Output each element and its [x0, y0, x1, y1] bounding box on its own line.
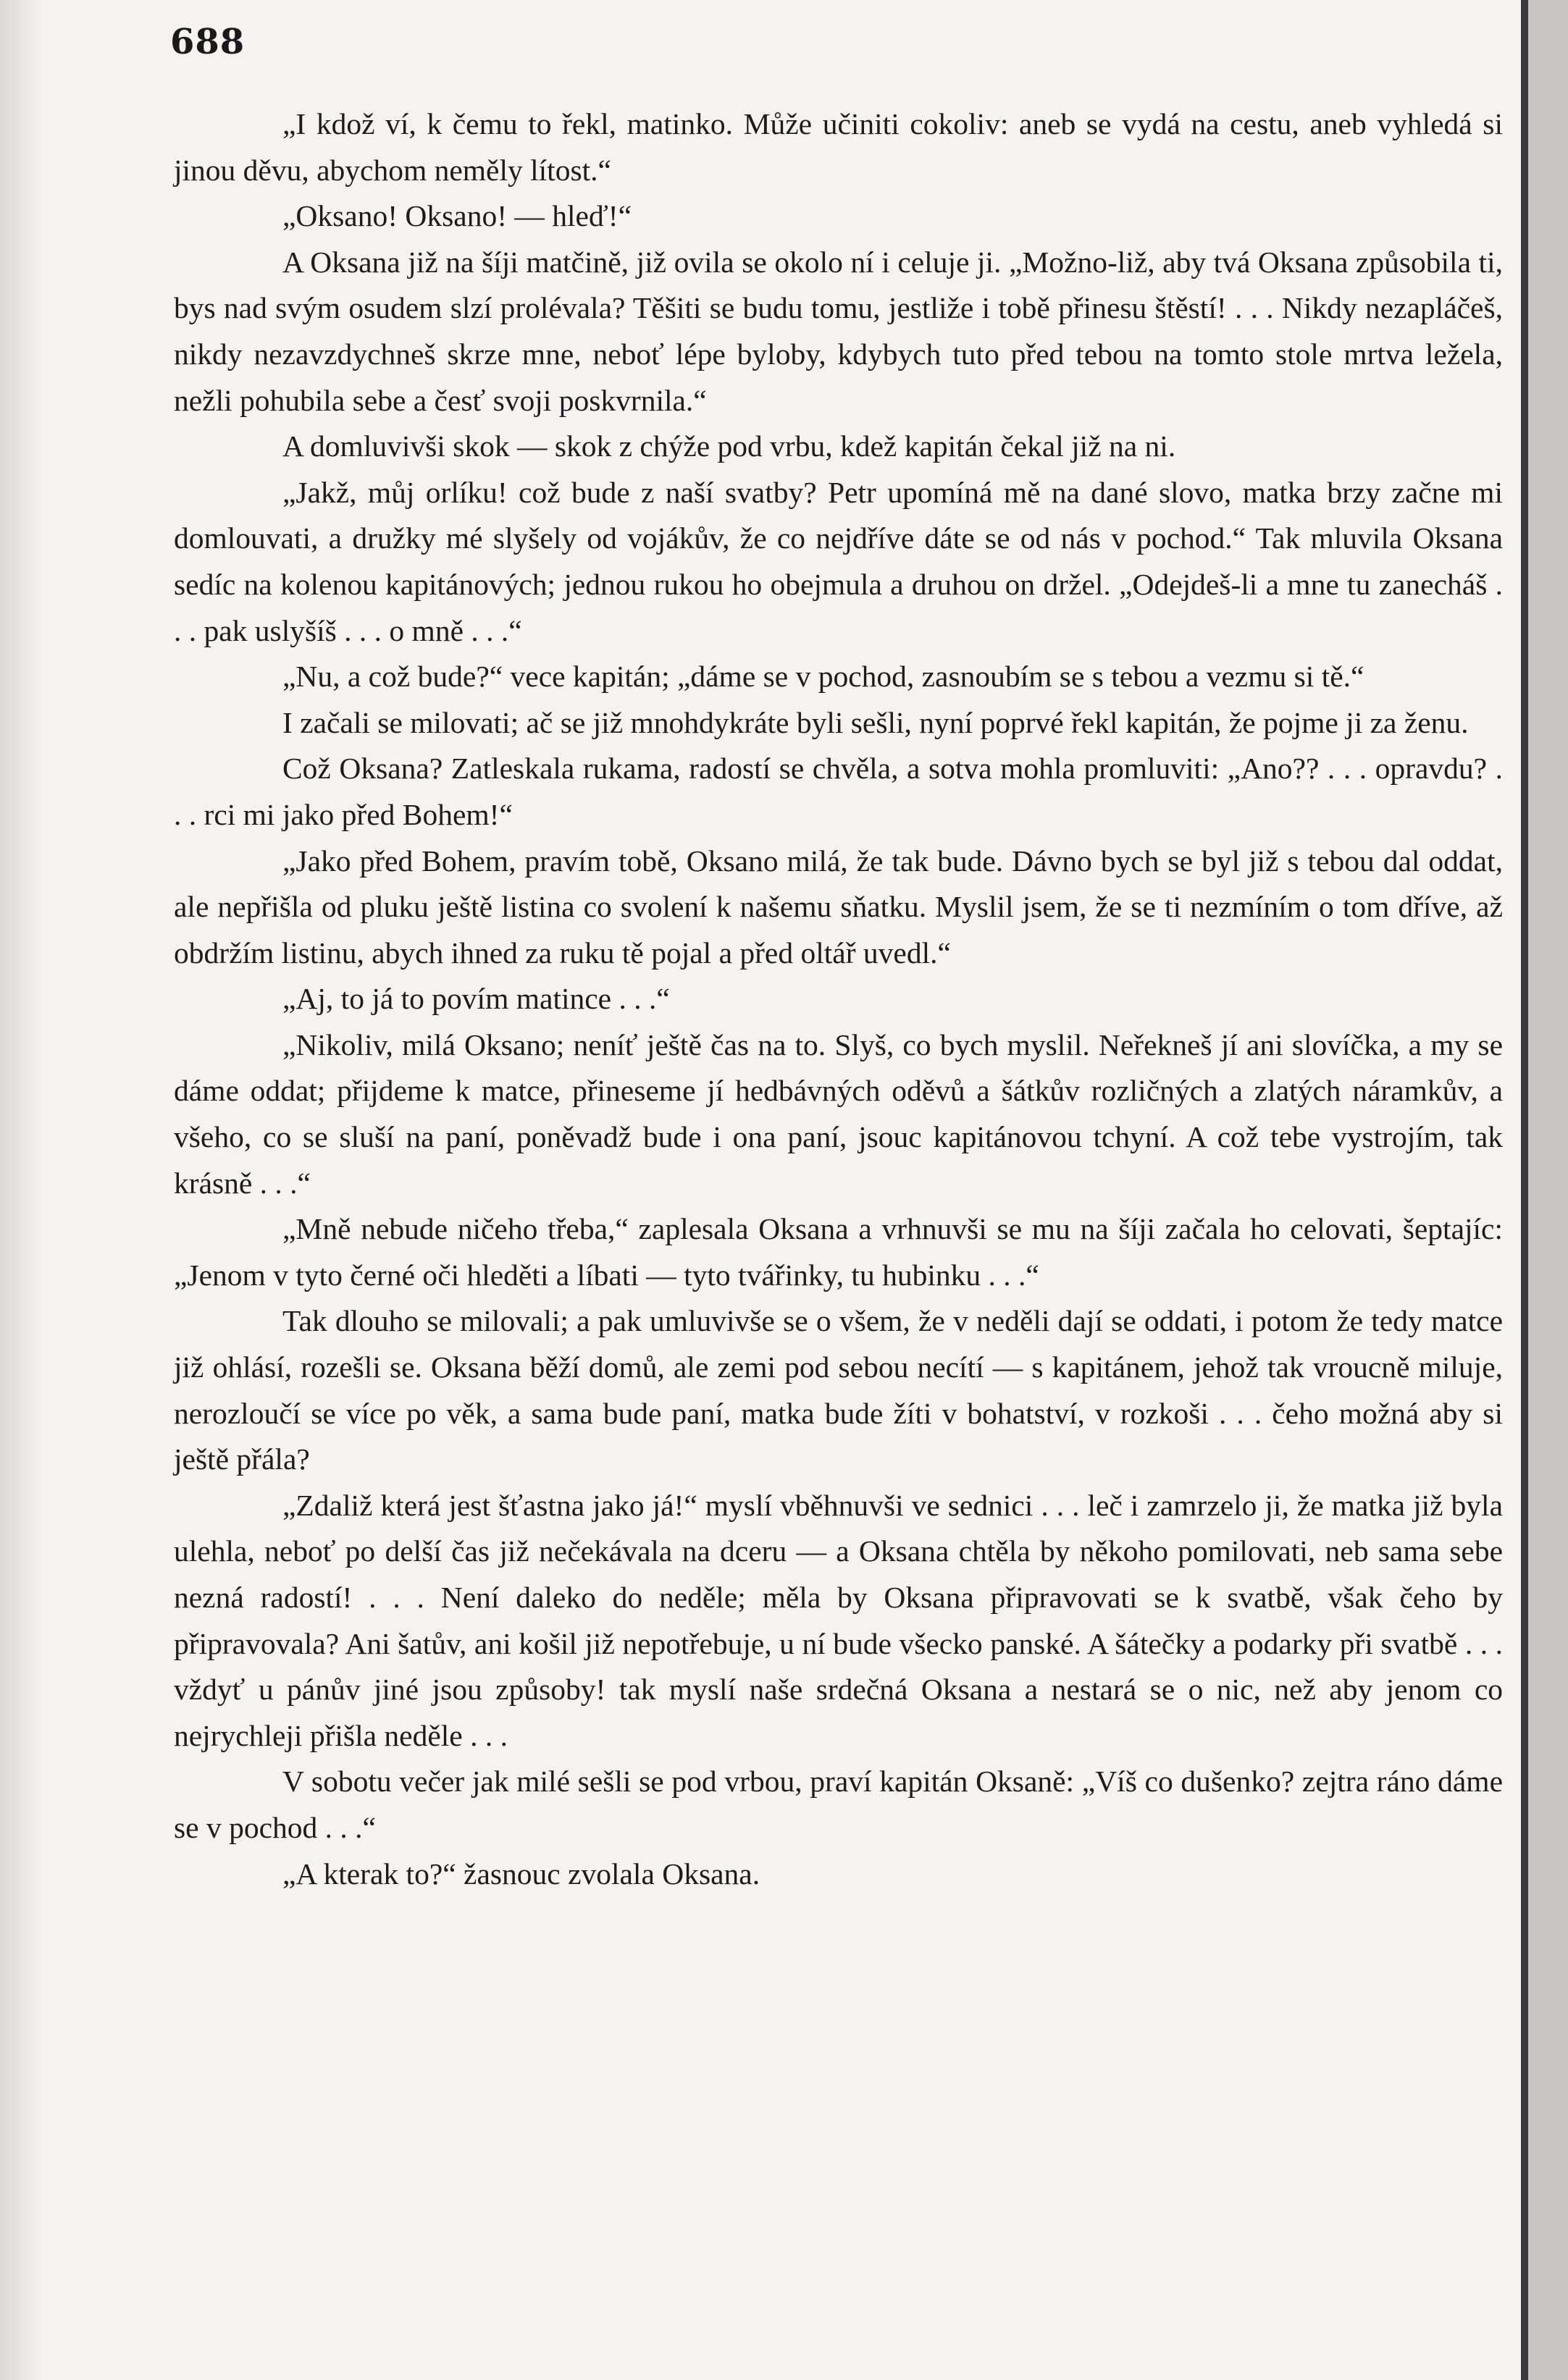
- page-number: 688: [170, 22, 246, 62]
- paragraph: „Jako před Bohem, pravím tobě, Oksano milá, že tak bude. Dávno bych se byl již s tebou dal oddat, ale nepřišla od pluku ještě listina co svolení k našemu sňatku. Myslil jsem, že se ti nezmíním o tom dříve, až obdržím listinu, abych ihned za ruku tě pojal a před oltář uvedl.“: [174, 844, 1503, 970]
- paragraph: „Nu, a což bude?“ vece kapitán; „dáme se v pochod, zasnoubím se s tebou a vezmu si tě.“: [282, 660, 1364, 694]
- page-edge: [1528, 0, 1568, 2380]
- paragraph: „Jakž, můj orlíku! což bude z naší svatby? Petr upomíná mě na dané slovo, matka brzy začne mi domlouvati, a družky mé slyšely od vojákův, že co nejdříve dáte se od nás v pochod.“ Tak mluvila Oksana sedíc na kolenou kapitánových; jednou rukou ho obejmula a druhou on držel. „Odejdeš-li a mne tu zanecháš . . . pak uslyšíš . . . o mně . . .“: [174, 475, 1503, 647]
- paragraph: „Mně nebude ničeho třeba,“ zaplesala Oksana a vrhnuvši se mu na šíji začala ho celovati, šeptajíc: „Jenom v tyto černé oči hleděti a líbati — tyto tvářinky, tu hubinku . . .“: [174, 1212, 1503, 1292]
- paragraph: A domluvivši skok — skok z chýže pod vrbu, kdež kapitán čekal již na ni.: [282, 429, 1176, 463]
- paragraph: „Aj, to já to povím matince . . .“: [282, 982, 670, 1016]
- paragraph: „Oksano! Oksano! — hleď!“: [282, 199, 632, 233]
- paragraph: „I kdož ví, k čemu to řekl, matinko. Může učiniti cokoliv: aneb se vydá na cestu, aneb vyhledá si jinou děvu, abychom neměly lítost.“: [174, 107, 1503, 187]
- paragraph: „A kterak to?“ žasnouc zvolala Oksana.: [282, 1857, 760, 1891]
- paragraph: „Nikoliv, milá Oksano; neníť ještě čas na to. Slyš, co bych myslil. Neřekneš jí ani slovíčka, a my se dáme oddat; přijdeme k matce, přineseme jí hedbávných oděvů a šátkův rozličných a zlatých náramkův, a všeho, co se sluší na paní, poněvadž bude i ona paní, jsouc kapitánovou tchyní. A což tebe vystrojím, tak krásně . . .“: [174, 1027, 1503, 1200]
- paragraph: I začali se milovati; ač se již mnohdykráte byli sešli, nyní poprvé řekl kapitán, že pojme ji za ženu.: [282, 705, 1469, 739]
- gutter-shadow: [0, 0, 43, 2380]
- paragraph: „Zdaliž která jest šťastna jako já!“ myslí vběhnuvši ve sednici . . . leč i zamrzelo ji, že matka již byla ulehla, neboť po delší čas již nečekávala na dceru — a Oksana chtěla by někoho pomilovati, neb sama sebe nezná radostí! . . . Není daleko do neděle; měla by Oksana připravovati se k svatbě, však čeho by připravovala? Ani šatův, ani košil již nepotřebuje, u ní bude všecko panské. A šátečky a podarky při svatbě . . . vždyť u pánův jiné jsou způsoby! tak myslí naše srdečná Oksana a nestará se o nic, než aby jenom co nejrychleji přišla neděle . . .: [174, 1488, 1503, 1752]
- body-text: [174, 101, 1503, 1897]
- paragraph: Tak dlouho se milovali; a pak umluvivše se o všem, že v neděli dají se oddati, i potom že tedy matce již ohlásí, rozešli se. Oksana běží domů, ale zemi pod sebou necítí — s kapitánem, jehož tak vroucně miluje, nerozloučí se více po věk, a sama bude paní, matka bude žíti v bohatství, v rozkoši . . . čeho možná aby si ještě přála?: [174, 1304, 1503, 1476]
- paragraph: Což Oksana? Zatleskala rukama, radostí se chvěla, a sotva mohla promluviti: „Ano?? . . . opravdu? . . . rci mi jako před Bohem!“: [174, 752, 1503, 831]
- paragraph: A Oksana již na šíji matčině, již ovila se okolo ní i celuje ji. „Možno-liž, aby tvá Oksana způsobila ti, bys nad svým osudem slzí prolévala? Těšiti se budu tomu, jestliže i tobě přinesu štěstí! . . . Nikdy nezapláčeš, nikdy nezavzdychneš skrze mne, neboť lépe byloby, kdybych tuto před tebou na tomto stole mrtva ležela, nežli pohubila sebe a česť svoji poskvrnila.“: [174, 245, 1503, 417]
- paragraph: V sobotu večer jak milé sešli se pod vrbou, praví kapitán Oksaně: „Víš co dušenko? zejtra ráno dáme se v pochod . . .“: [174, 1765, 1503, 1844]
